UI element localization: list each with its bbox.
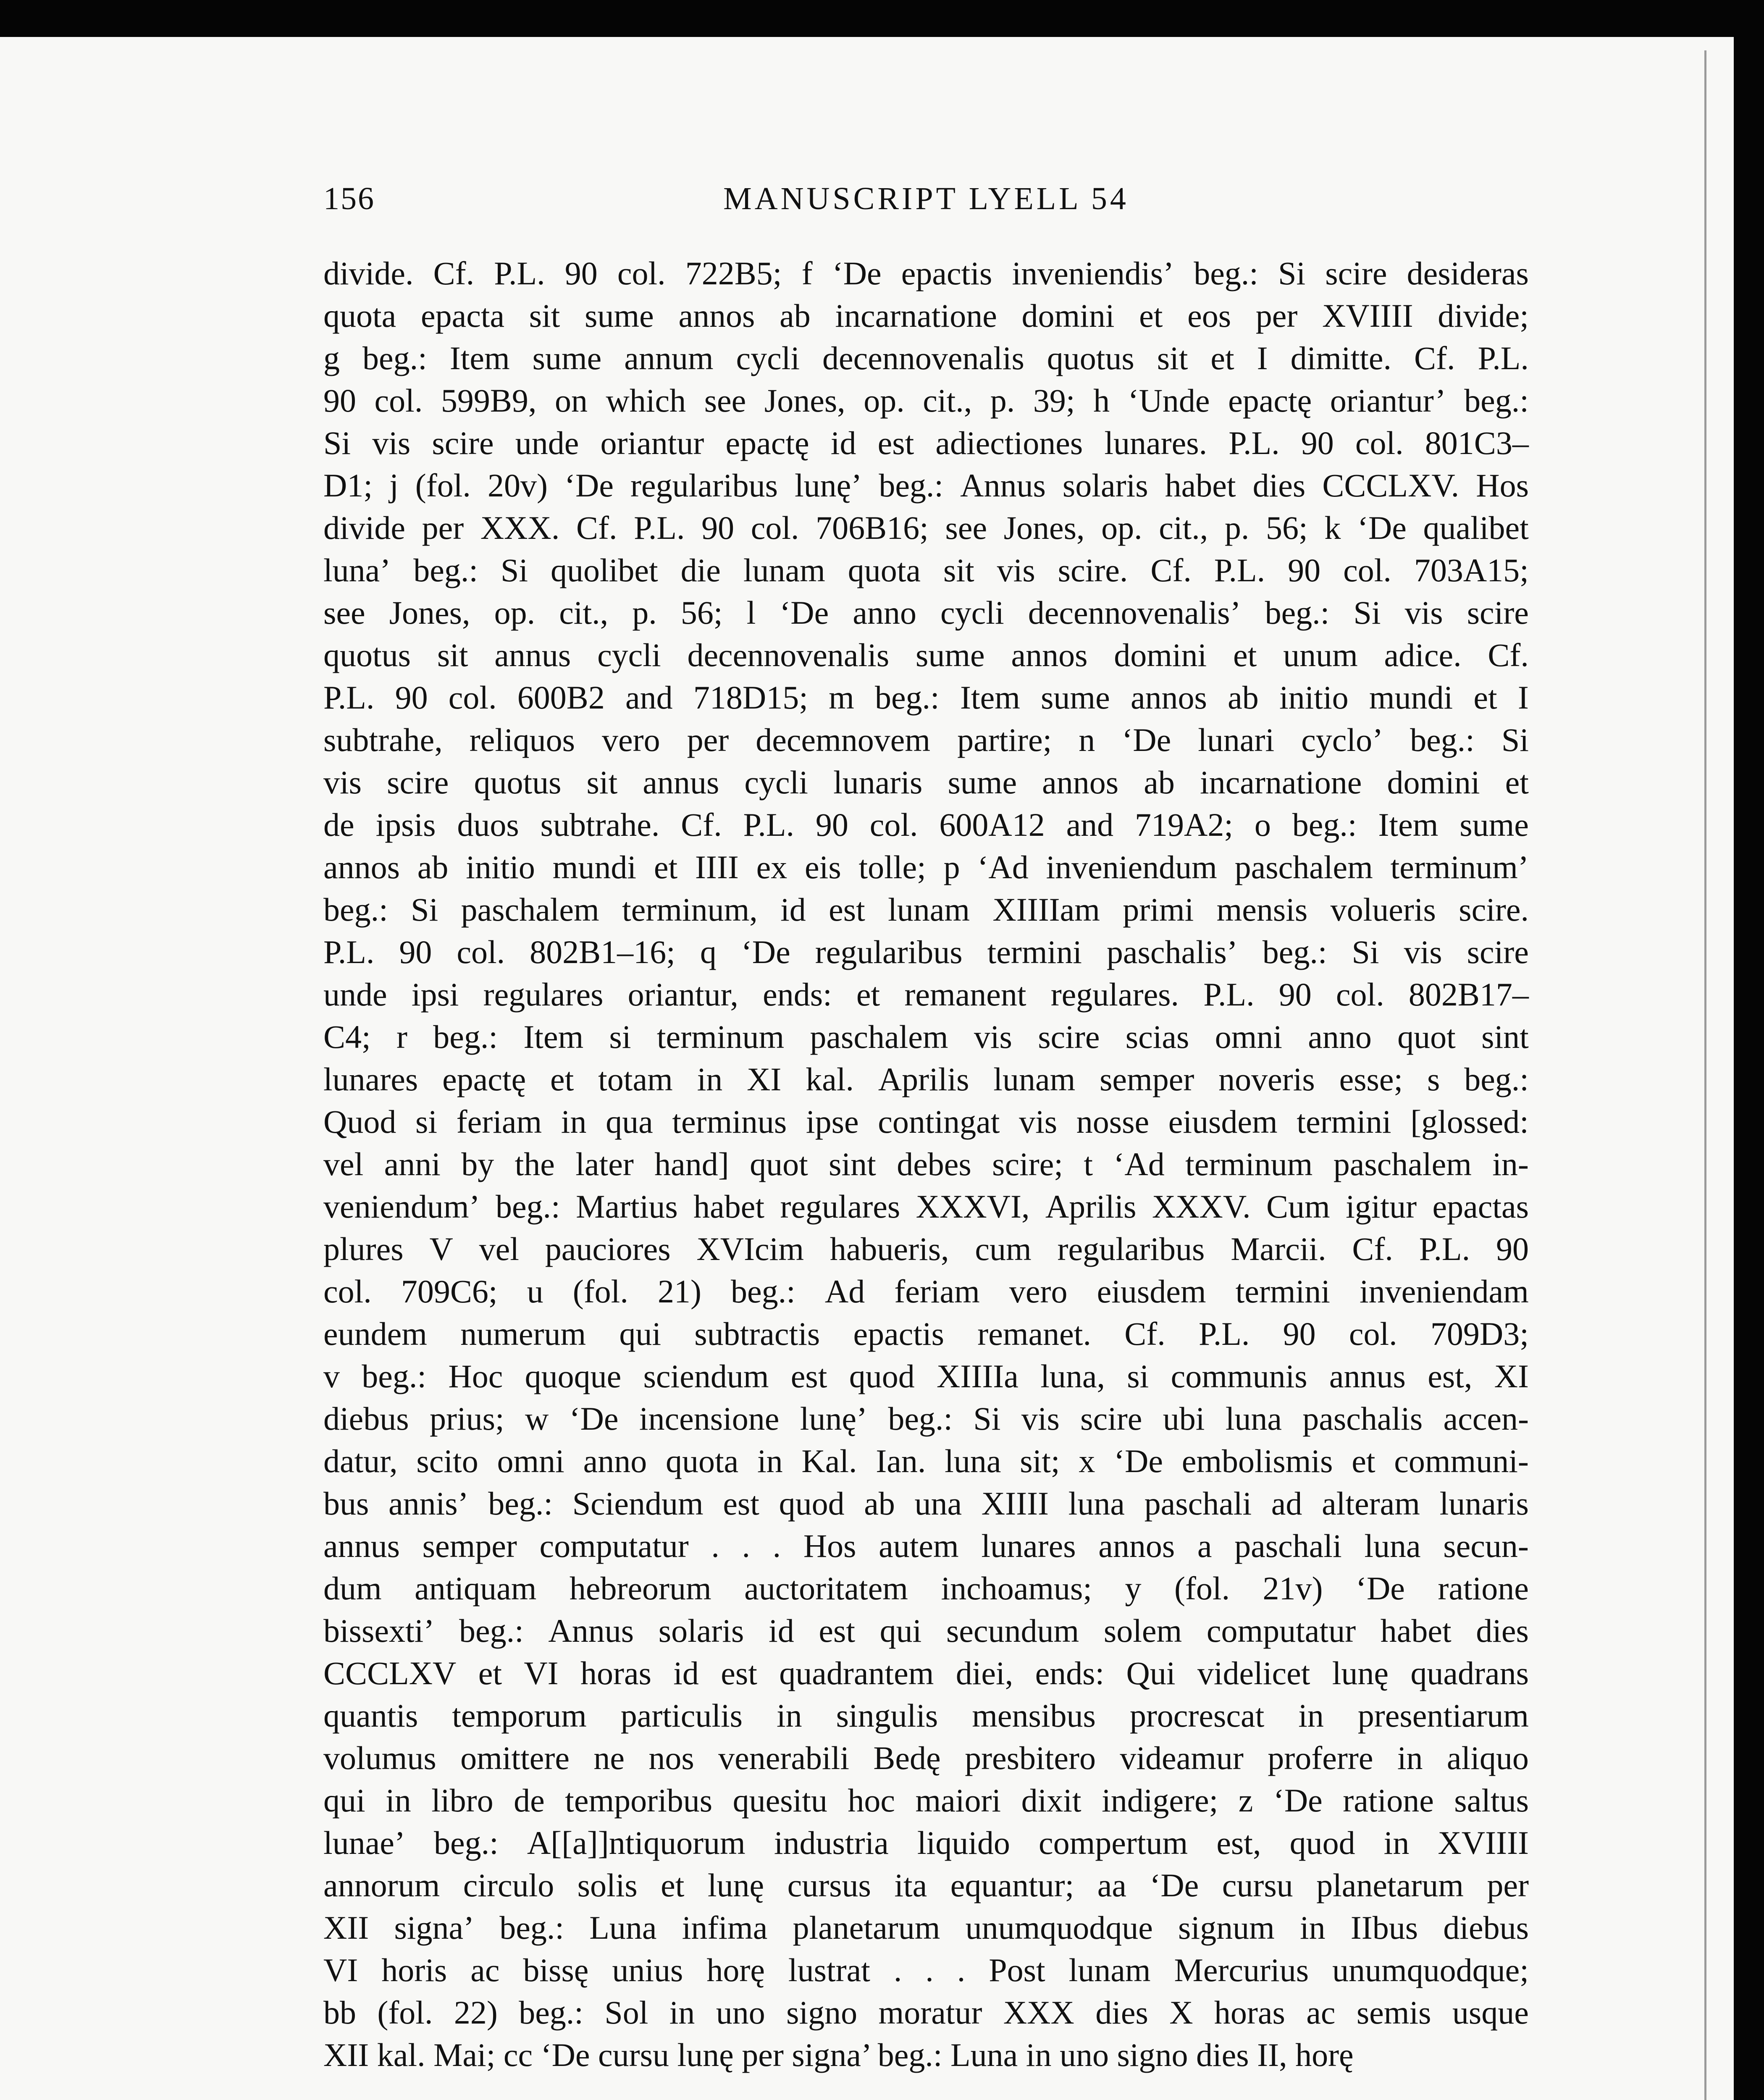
- text-line: quota epacta sit sume annos ab incarnatione domini et eos per XVIIII divide;: [323, 297, 1529, 334]
- text-line: annus semper computatur . . . Hos autem lunares annos a paschali luna secun-: [323, 1528, 1529, 1564]
- text-line: CCCLXV et VI horas id est quadrantem diei, ends: Qui videlicet lunę quadrans: [323, 1655, 1529, 1691]
- text-line: divide. Cf. P.L. 90 col. 722B5; f ‘De epactis inveniendis’ beg.: Si scire desideras: [323, 255, 1529, 291]
- text-line: bissexti’ beg.: Annus solaris id est qui secundum solem computatur habet dies: [323, 1612, 1529, 1649]
- text-line: bus annis’ beg.: Sciendum est quod ab una XIIII luna paschali ad alteram lunaris: [323, 1485, 1529, 1522]
- text-line: bb (fol. 22) beg.: Sol in uno signo moratur XXX dies X horas ac semis usque: [323, 1994, 1529, 2031]
- text-line: 90 col. 599B9, on which see Jones, op. cit., p. 39; h ‘Unde epactę oriantur’ beg.:: [323, 382, 1529, 419]
- text-line: C4; r beg.: Item si terminum paschalem vis scire scias omni anno quot sint: [323, 1018, 1529, 1055]
- text-line: unde ipsi regulares oriantur, ends: et remanent regulares. P.L. 90 col. 802B17–: [323, 976, 1529, 1013]
- text-line: D1; j (fol. 20v) ‘De regularibus lunę’ beg.: Annus solaris habet dies CCCLXV. Hos: [323, 467, 1529, 504]
- text-line: XII signa’ beg.: Luna infima planetarum unumquodque signum in IIbus diebus: [323, 1909, 1529, 1946]
- text-line: Si vis scire unde oriantur epactę id est adiectiones lunares. P.L. 90 col. 801C3–: [323, 425, 1529, 461]
- text-line: P.L. 90 col. 802B1–16; q ‘De regularibus termini paschalis’ beg.: Si vis scire: [323, 934, 1529, 970]
- text-line: diebus prius; w ‘De incensione lunę’ beg.: Si vis scire ubi luna paschalis accen-: [323, 1400, 1529, 1437]
- text-line: plures V vel pauciores XVIcim habueris, cum regularibus Marcii. Cf. P.L. 90: [323, 1231, 1529, 1267]
- scan-gutter-line: [1704, 50, 1706, 2100]
- text-line: luna’ beg.: Si quolibet die lunam quota sit vis scire. Cf. P.L. 90 col. 703A15;: [323, 552, 1529, 588]
- text-line: Quod si feriam in qua terminus ipse contingat vis nosse eiusdem termini [glossed:: [323, 1103, 1529, 1140]
- scan-border-right: [1734, 0, 1764, 2100]
- text-line: vis scire quotus sit annus cycli lunaris sume annos ab incarnatione domini et: [323, 764, 1529, 801]
- text-line: qui in libro de temporibus quesitu hoc maiori dixit indigere; z ‘De ratione saltus: [323, 1782, 1529, 1819]
- text-line: col. 709C6; u (fol. 21) beg.: Ad feriam vero eiusdem termini inveniendam: [323, 1273, 1529, 1310]
- running-title: MANUSCRIPT LYELL 54: [723, 181, 1129, 216]
- text-line: dum antiquam hebreorum auctoritatem inchoamus; y (fol. 21v) ‘De ratione: [323, 1570, 1529, 1606]
- text-line: P.L. 90 col. 600B2 and 718D15; m beg.: Item sume annos ab initio mundi et I: [323, 679, 1529, 716]
- scan-border-top: [0, 0, 1764, 37]
- text-line: quotus sit annus cycli decennovenalis sume annos domini et unum adice. Cf.: [323, 637, 1529, 673]
- text-line: VI horis ac bissę unius horę lustrat . . . Post lunam Mercurius unumquodque;: [323, 1952, 1529, 1988]
- text-line: vel anni by the later hand] quot sint debes scire; t ‘Ad terminum paschalem in-: [323, 1146, 1529, 1182]
- text-line: lunae’ beg.: A[[a]]ntiquorum industria liquido compertum est, quod in XVIIII: [323, 1824, 1529, 1861]
- text-line: beg.: Si paschalem terminum, id est lunam XIIIIam primi mensis volueris scire.: [323, 891, 1529, 928]
- text-line: divide per XXX. Cf. P.L. 90 col. 706B16; see Jones, op. cit., p. 56; k ‘De qualibet: [323, 509, 1529, 546]
- text-line: veniendum’ beg.: Martius habet regulares XXXVI, Aprilis XXXV. Cum igitur epactas: [323, 1188, 1529, 1225]
- text-line: subtrahe, reliquos vero per decemnovem partire; n ‘De lunari cyclo’ beg.: Si: [323, 722, 1529, 758]
- text-line: eundem numerum qui subtractis epactis remanet. Cf. P.L. 90 col. 709D3;: [323, 1315, 1529, 1352]
- text-line: lunares epactę et totam in XI kal. Aprilis lunam semper noveris esse; s beg.:: [323, 1061, 1529, 1097]
- running-head: [323, 181, 1529, 218]
- text-line: datur, scito omni anno quota in Kal. Ian. luna sit; x ‘De embolismis et communi-: [323, 1443, 1529, 1479]
- text-line: volumus omittere ne nos venerabili Bedę presbitero videamur proferre in aliquo: [323, 1740, 1529, 1776]
- page-number: 156: [323, 181, 375, 216]
- text-line: XII kal. Mai; cc ‘De cursu lunę per signa’ beg.: Luna in uno signo dies II, horę: [323, 2037, 1354, 2073]
- text-line: annorum circulo solis et lunę cursus ita equantur; aa ‘De cursu planetarum per: [323, 1867, 1529, 1903]
- text-line: de ipsis duos subtrahe. Cf. P.L. 90 col. 600A12 and 719A2; o beg.: Item sume: [323, 806, 1529, 843]
- text-line: g beg.: Item sume annum cycli decennovenalis quotus sit et I dimitte. Cf. P.L.: [323, 340, 1529, 376]
- page-text: [323, 252, 1529, 2076]
- text-line: see Jones, op. cit., p. 56; l ‘De anno cycli decennovenalis’ beg.: Si vis scire: [323, 594, 1529, 631]
- text-line: quantis temporum particulis in singulis mensibus procrescat in presentiarum: [323, 1697, 1529, 1734]
- text-line: v beg.: Hoc quoque sciendum est quod XIIIIa luna, si communis annus est, XI: [323, 1358, 1529, 1394]
- text-line: annos ab initio mundi et IIII ex eis tolle; p ‘Ad inveniendum paschalem terminum’: [323, 849, 1529, 885]
